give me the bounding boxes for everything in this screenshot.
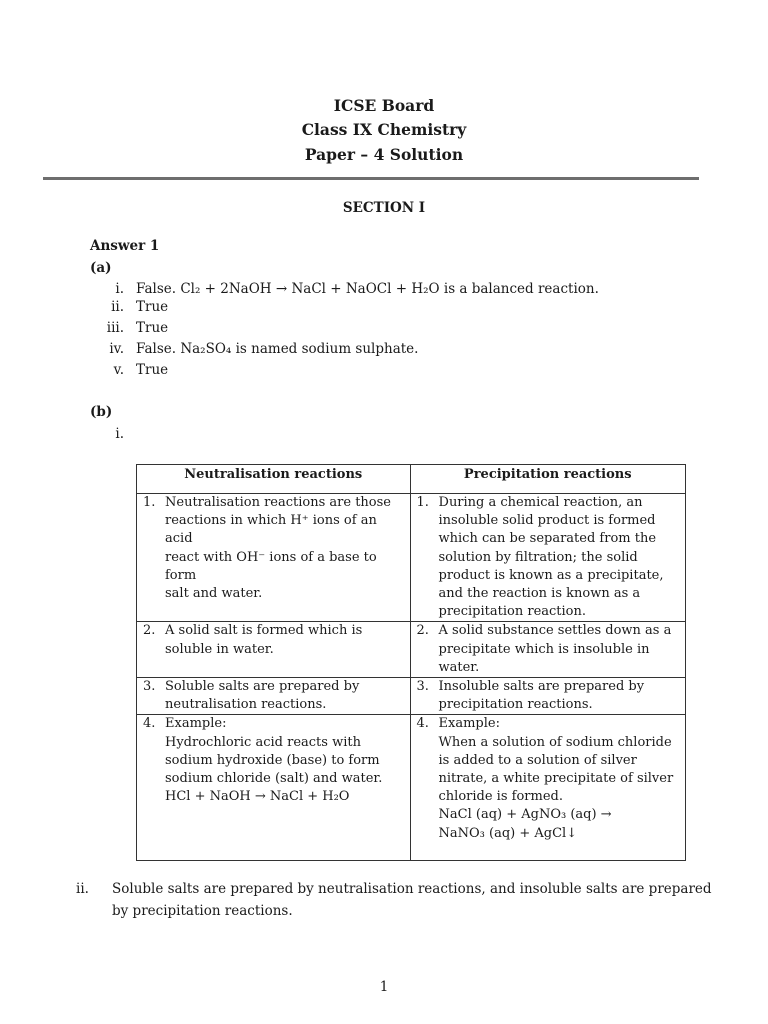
table-row [137,715,686,861]
cell-line: water. [438,659,480,675]
cell-line: Example: [165,716,227,732]
cell-line: precipitation reaction. [438,604,587,620]
cell-line: is added to a solution of silver [438,752,637,768]
cell-line: precipitation reactions. [438,697,593,713]
cell-line: sodium hydroxide (base) to form [165,752,380,768]
table-row [137,678,686,715]
cell-line: A solid salt is formed which is [165,623,363,639]
doc-title-paper: Paper – 4 Solution [304,145,464,164]
sub-ii-line: Soluble salts are prepared by neutralisation reactions, and insoluble salts are prepared [112,881,712,897]
table-cell-left [137,494,411,622]
table-cell-left [137,622,411,678]
row-number: 4. [416,716,429,732]
cell-line: HCl + NaOH → NaCl + H₂O [165,789,350,805]
section-heading: SECTION I [342,200,426,216]
cell-line: react with OH⁻ ions of a base to form [165,549,377,583]
cell-line: precipitate which is insoluble in [438,641,650,657]
cell-line: which can be separated from the [438,531,657,547]
item-text: True [136,362,169,378]
cell-line: and the reaction is known as a [438,586,641,602]
table-header-row [137,465,686,494]
cell-line: NaCl (aq) + AgNO₃ (aq) → [438,807,612,823]
table-cell-left [137,678,411,715]
part-a-label: (a) [90,260,112,276]
doc-title-class: Class IX Chemistry [301,120,467,139]
cell-line: soluble in water. [165,641,274,657]
table-cell-right [410,494,685,622]
item-number: i. [115,426,124,442]
table-cell-left [137,715,411,861]
row-number: 2. [143,623,156,639]
header-divider [43,177,699,180]
table-row [137,622,686,678]
item-text: False. Na₂SO₄ is named sodium sulphate. [136,341,419,357]
cell-line: Hydrochloric acid reacts with [165,734,361,750]
item-number: iii. [106,320,124,336]
cell-line: Example: [438,716,500,732]
answer-heading: Answer 1 [90,238,160,254]
table-row [137,494,686,622]
page-number: 1 [379,979,389,995]
row-number: 1. [416,495,429,510]
row-number: 4. [143,716,156,732]
cell-line: Insoluble salts are prepared by [438,679,645,695]
cell-line: insoluble solid product is formed [438,513,656,529]
cell-line: When a solution of sodium chloride [438,734,672,750]
item-number: ii. [76,881,89,897]
cell-line: Soluble salts are prepared by [165,679,360,695]
item-number: i. [115,281,124,297]
cell-line: NaNO₃ (aq) + AgCl↓ [438,825,578,841]
table-cell-right [410,622,685,678]
cell-line: product is known as a precipitate, [438,567,664,583]
sub-ii-line: by precipitation reactions. [112,903,293,919]
row-number: 1. [143,495,156,510]
cell-line: solution by filtration; the solid [438,549,638,565]
item-number: iv. [109,341,124,357]
cell-line: neutralisation reactions. [165,697,327,713]
item-number: ii. [111,299,124,315]
cell-line: A solid substance settles down as a [438,623,672,639]
row-number: 2. [416,623,429,639]
table-cell-right [410,715,685,861]
item-text: False. Cl₂ + 2NaOH → NaCl + NaOCl + H₂O is a balanced reaction. [136,281,599,297]
column-header-precipitation: Precipitation reactions [410,465,685,494]
cell-line: reactions in which H⁺ ions of an acid [165,513,377,547]
comparison-table [136,464,686,861]
item-text: True [136,320,169,336]
item-text: True [136,299,169,315]
part-b-label: (b) [90,404,113,420]
cell-line: salt and water. [165,586,263,602]
table-cell-right [410,678,685,715]
cell-line: During a chemical reaction, an [438,495,643,510]
cell-line: Neutralisation reactions are those [165,495,391,510]
cell-line: nitrate, a white precipitate of silver [438,771,674,787]
row-number: 3. [416,679,429,695]
row-number: 3. [143,679,156,695]
item-number: v. [113,362,124,378]
cell-line: sodium chloride (salt) and water. [165,771,383,787]
column-header-neutralisation: Neutralisation reactions [137,465,411,494]
doc-title-board: ICSE Board [333,96,435,115]
cell-line: chloride is formed. [438,789,563,805]
